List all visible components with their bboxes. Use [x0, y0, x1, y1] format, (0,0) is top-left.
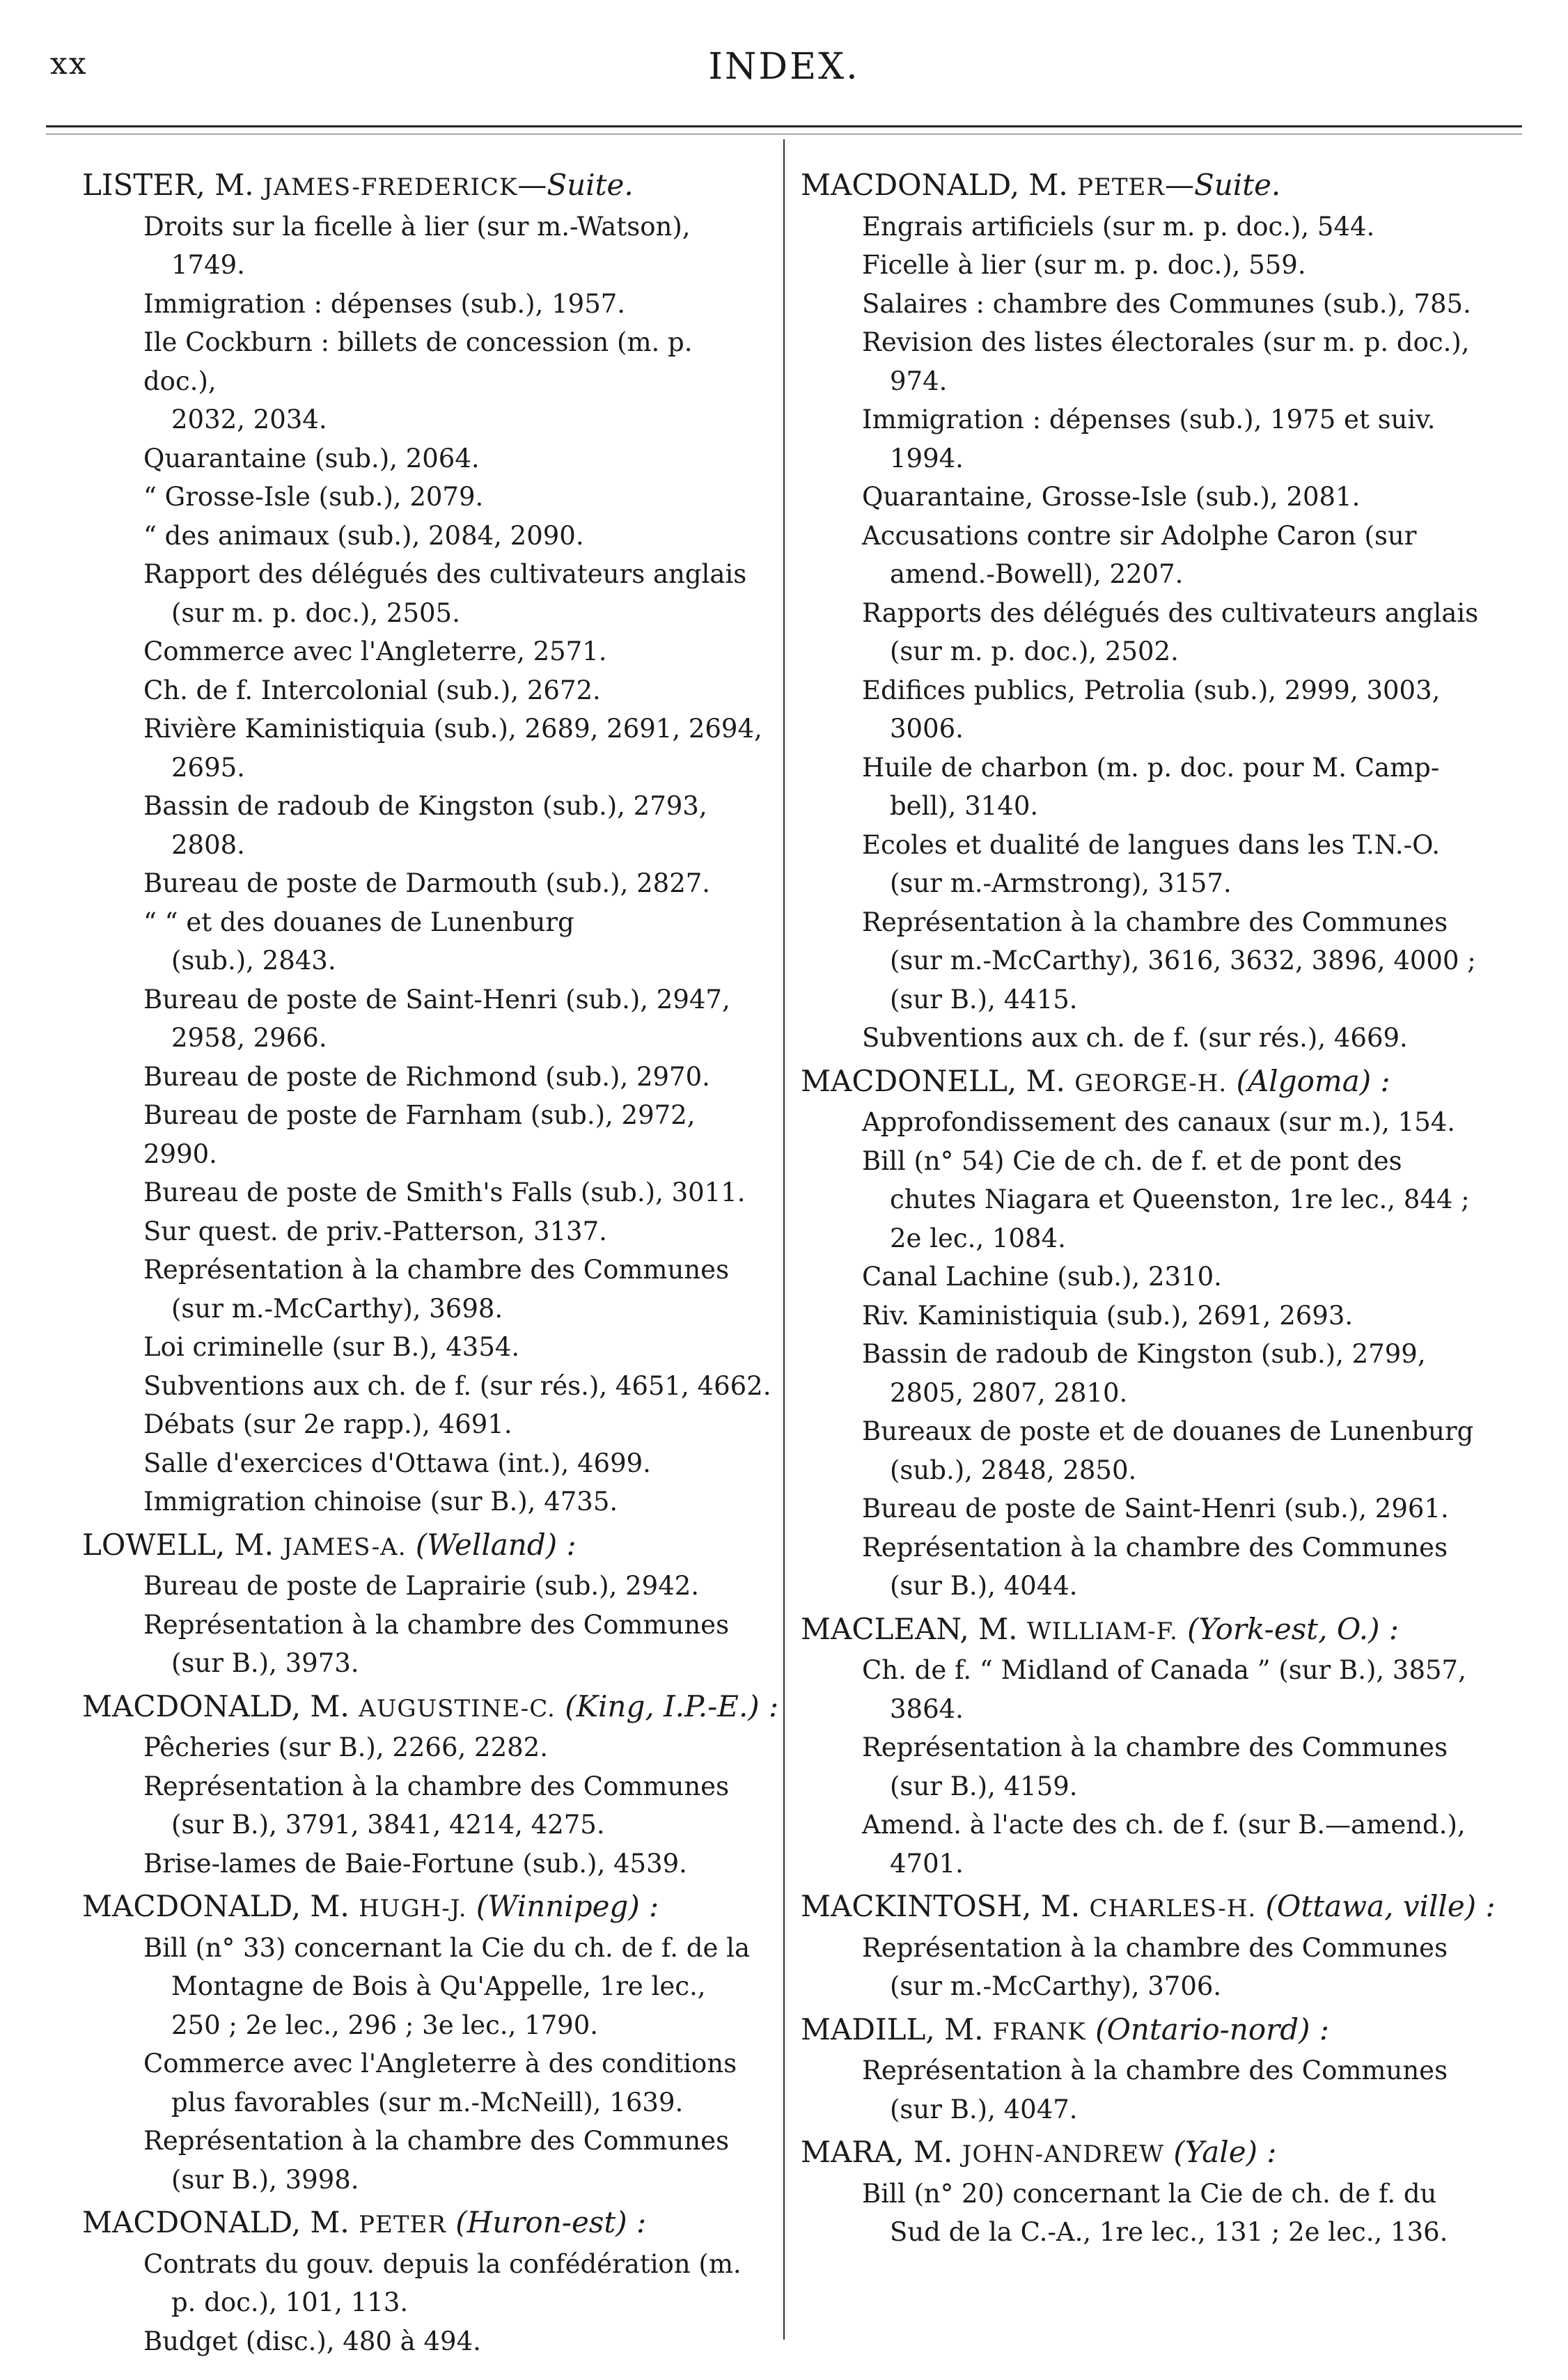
subject-entry — [862, 517, 1525, 594]
index-entry — [801, 166, 1525, 1058]
subject-entry — [862, 671, 1525, 749]
member-given-name: JOHN-ANDREW — [962, 2140, 1165, 2168]
member-surname: MACLEAN, M. — [801, 1611, 1027, 1646]
subject-continuation: (sur m. p. doc.), 2502. — [890, 636, 1179, 666]
subject-continuation: 2805, 2807, 2810. — [890, 1377, 1128, 1408]
subject-line: Salle d'exercices d'Ottawa (int.), 4699. — [143, 1448, 651, 1478]
subject-line: Bill (n° 54) Cie de ch. de f. et de pont des — [862, 1145, 1402, 1176]
subject-entry — [862, 1335, 1525, 1412]
subject-entry — [143, 478, 771, 517]
subject-continuation: (sub.), 2848, 2850. — [890, 1455, 1137, 1485]
right-column — [801, 166, 1525, 2256]
subject-continuation: (sur B.), 3998. — [171, 2164, 359, 2195]
subject-entry — [862, 478, 1525, 517]
subject-continuation: (sub.), 2843. — [171, 946, 336, 976]
member-given-name: JAMES-FREDERICK — [262, 173, 518, 201]
subject-continuation: (sur m.-McCarthy), 3706. — [890, 1971, 1222, 2001]
index-entry — [82, 1887, 771, 2199]
subject-entry — [862, 1412, 1525, 1489]
subject-line: Ch. de f. “ Midland of Canada ” (sur B.), 3857, — [862, 1655, 1466, 1685]
subject-entry — [143, 1096, 771, 1173]
subject-line: “ Grosse-Isle (sub.), 2079. — [143, 482, 484, 512]
index-entry — [801, 1062, 1525, 1606]
member-given-name: AUGUSTINE-C. — [359, 1694, 556, 1723]
subject-line: Représentation à la chambre des Communes — [862, 1932, 1448, 1963]
subject-entry — [143, 1482, 771, 1521]
member-surname: LISTER, M. — [82, 168, 263, 202]
subject-continuation: 1994. — [890, 443, 964, 473]
subject-line: Subventions aux ch. de f. (sur rés.), 4669. — [862, 1023, 1408, 1053]
subject-line: Représentation à la chambre des Communes — [862, 907, 1448, 937]
subject-continuation: 4701. — [890, 1848, 964, 1879]
subject-entry — [143, 1058, 771, 1097]
subject-entry — [143, 1767, 771, 1845]
subject-continuation: (sur B.), 4044. — [890, 1571, 1078, 1601]
subject-line: Engrais artificiels (sur m. p. doc.), 544. — [862, 211, 1375, 242]
subject-entry — [862, 2175, 1525, 2252]
subject-entry — [862, 1929, 1525, 2006]
subject-entry — [143, 1606, 771, 1683]
subject-continuation: (sur m.-McCarthy), 3698. — [171, 1293, 503, 1324]
member-surname: MACDONALD, M. — [801, 168, 1078, 202]
member-surname: MACDONELL, M. — [801, 1063, 1075, 1098]
subject-line: Bureaux de poste et de douanes de Lunenburg — [862, 1416, 1474, 1446]
riding-name: (York-est, O.) : — [1187, 1611, 1400, 1646]
subject-line: Bureau de poste de Laprairie (sub.), 2942. — [143, 1571, 700, 1601]
heading-separator — [1178, 1612, 1187, 1646]
member-surname: LOWELL, M. — [82, 1527, 283, 1562]
member-given-name: PETER — [1077, 173, 1165, 201]
subject-continuation: p. doc.), 101, 113. — [171, 2287, 409, 2317]
riding-name: (Ontario-nord) : — [1095, 2012, 1330, 2046]
heading-separator — [1086, 2012, 1095, 2046]
subject-continuation: bell), 3140. — [890, 791, 1039, 821]
subject-continuation: 974. — [890, 366, 948, 396]
subject-entry — [143, 1212, 771, 1251]
member-surname: MACDONALD, M. — [82, 1689, 359, 1723]
page-title: INDEX. — [708, 46, 860, 88]
entry-heading — [801, 1610, 1525, 1652]
subject-entry — [143, 1405, 771, 1444]
subject-entry — [862, 1651, 1525, 1728]
subject-continuation: 3006. — [890, 714, 964, 744]
riding-name: (Huron-est) : — [455, 2205, 647, 2239]
subject-entry — [862, 246, 1525, 285]
index-entry — [801, 1887, 1525, 2006]
subject-line: Bureau de poste de Darmouth (sub.), 2827. — [143, 868, 711, 898]
entry-heading — [82, 166, 771, 208]
subject-line: Représentation à la chambre des Communes — [862, 1732, 1448, 1762]
subject-entry — [862, 1019, 1525, 1058]
subject-entry — [862, 1258, 1525, 1297]
subject-continuation: amend.-Bowell), 2207. — [890, 559, 1184, 589]
subject-entry — [862, 749, 1525, 826]
subject-entry — [862, 1297, 1525, 1336]
riding-name: (Welland) : — [415, 1527, 577, 1562]
subject-continuation: (sur m. p. doc.), 2505. — [171, 597, 460, 628]
subject-entry — [862, 1142, 1525, 1258]
subject-line: Représentation à la chambre des Communes — [862, 1532, 1448, 1563]
subject-entry — [143, 2122, 771, 2199]
member-given-name: HUGH-J. — [359, 1895, 467, 1923]
subject-entry — [143, 980, 771, 1058]
subject-entry — [143, 285, 771, 324]
subject-line: Riv. Kaministiquia (sub.), 2691, 2693. — [862, 1300, 1354, 1331]
subject-line: Droits sur la ficelle à lier (sur m.-Watson), — [143, 211, 691, 242]
subject-line: Quarantaine, Grosse-Isle (sub.), 2081. — [862, 482, 1361, 512]
subject-line: Représentation à la chambre des Communes — [862, 2056, 1448, 2085]
subject-continuation: 250 ; 2e lec., 296 ; 3e lec., 1790. — [171, 2010, 599, 2040]
subject-continuation: 2032, 2034. — [171, 405, 327, 434]
subject-entry — [143, 2245, 771, 2322]
subject-line: Représentation à la chambre des Communes — [143, 1771, 730, 1801]
subject-entry — [143, 1444, 771, 1483]
subject-entry — [862, 826, 1525, 903]
subject-entry — [862, 1806, 1525, 1883]
riding-name: (Winnipeg) : — [476, 1889, 659, 1923]
heading-separator — [407, 1528, 416, 1562]
subject-entry — [143, 2044, 771, 2122]
subject-entry — [143, 864, 771, 903]
subject-continuation: chutes Niagara et Queenston, 1re lec., 844 ; — [890, 1184, 1470, 1214]
subject-continuation: (sur B.), 4047. — [890, 2094, 1078, 2124]
entry-heading — [801, 1887, 1525, 1929]
subject-line: Revision des listes électorales (sur m. p. doc.), — [862, 327, 1470, 357]
subject-continuation: 1749. — [171, 250, 245, 280]
subject-line: Sur quest. de priv.-Patterson, 3137. — [143, 1216, 607, 1246]
index-entry — [801, 2133, 1525, 2252]
subject-line: Bureau de poste de Richmond (sub.), 2970. — [143, 1061, 710, 1092]
riding-name: Suite. — [547, 168, 634, 202]
subject-continuation: plus favorables (sur m.-McNeill), 1639. — [171, 2087, 684, 2117]
header-rule — [46, 125, 1522, 127]
subject-continuation: 2808. — [171, 829, 245, 860]
subject-continuation: (sur m.-Armstrong), 3157. — [890, 868, 1232, 898]
subject-line: Immigration : dépenses (sub.), 1957. — [143, 288, 626, 319]
subject-continuation: (sur B.), 3791, 3841, 4214, 4275. — [171, 1810, 605, 1840]
subject-line: Débats (sur 2e rapp.), 4691. — [143, 1409, 512, 1439]
member-given-name: FRANK — [992, 2017, 1086, 2046]
subject-continuation: (sur m.-McCarthy), 3616, 3632, 3896, 4000 ; — [890, 946, 1476, 976]
subject-line: Bureau de poste de Farnham (sub.), 2972, 2990. — [143, 1100, 696, 1169]
subject-line: Loi criminelle (sur B.), 4354. — [143, 1332, 520, 1362]
subject-line: Brise-lames de Baie-Fortune (sub.), 4539. — [143, 1848, 687, 1879]
subject-line: Bureau de poste de Saint-Henri (sub.), 2961. — [862, 1494, 1449, 1524]
subject-continuation: 2695. — [171, 752, 245, 783]
subject-continuation: (sur B.), 4159. — [890, 1771, 1078, 1801]
subject-line: Quarantaine (sub.), 2064. — [143, 443, 480, 473]
subject-line: Commerce avec l'Angleterre à des conditions — [143, 2049, 737, 2078]
column-divider — [783, 139, 785, 2340]
subject-line: Ch. de f. Intercolonial (sub.), 2672. — [143, 675, 601, 705]
subject-entry — [143, 323, 771, 439]
index-entry — [801, 1610, 1525, 1884]
index-entry — [82, 1526, 771, 1683]
subject-entry — [143, 1328, 771, 1367]
member-given-name: PETER — [359, 2211, 446, 2239]
subject-entry — [143, 671, 771, 710]
index-entry — [82, 166, 771, 1521]
riding-name: (King, I.P.-E.) : — [565, 1689, 779, 1723]
entry-heading — [82, 2203, 771, 2245]
subject-entry — [862, 285, 1525, 324]
index-entry — [82, 1687, 779, 1884]
subject-line: Représentation à la chambre des Communes — [143, 2126, 730, 2156]
heading-separator — [446, 2205, 455, 2239]
subject-entry — [862, 1103, 1525, 1142]
subject-entry — [862, 400, 1525, 478]
subject-entry — [143, 439, 771, 478]
subject-entry — [862, 1728, 1525, 1806]
subject-entry — [862, 1528, 1525, 1606]
subject-entry — [143, 1251, 771, 1328]
member-surname: MACDONALD, M. — [82, 1889, 359, 1923]
heading-separator — [556, 1689, 565, 1723]
subject-line: Représentation à la chambre des Communes — [143, 1609, 730, 1640]
riding-name: (Yale) : — [1173, 2135, 1277, 2169]
subject-line: Bill (n° 20) concernant la Cie de ch. de f. du — [862, 2178, 1437, 2209]
subject-continuation: 2e lec., 1084. — [890, 1223, 1066, 1253]
entry-heading — [82, 1887, 771, 1929]
subject-continuation: Montagne de Bois à Qu'Appelle, 1re lec., — [171, 1971, 706, 2001]
subject-line: Représentation à la chambre des Communes — [143, 1255, 730, 1285]
riding-name: (Ottawa, ville) : — [1265, 1889, 1496, 1923]
left-column — [82, 166, 779, 2365]
subject-continuation: (sur B.), 4415. — [890, 984, 1078, 1015]
subject-line: Amend. à l'acte des ch. de f. (sur B.—amend.), — [862, 1810, 1466, 1840]
subject-line: Rivière Kaministiquia (sub.), 2689, 2691, 2694, — [143, 714, 762, 744]
subject-entry — [862, 323, 1525, 400]
subject-line: Accusations contre sir Adolphe Caron (sur — [862, 520, 1417, 551]
subject-line: Bassin de radoub de Kingston (sub.), 2799, — [862, 1339, 1426, 1369]
page-number: xx — [50, 46, 88, 81]
heading-separator — [467, 1889, 476, 1923]
heading-separator — [1164, 2135, 1173, 2169]
subject-continuation: 2958, 2966. — [171, 1023, 327, 1053]
subject-entry — [143, 1173, 771, 1212]
subject-entry — [143, 903, 771, 980]
entry-heading — [801, 166, 1525, 208]
subject-line: Bureau de poste de Smith's Falls (sub.), 3011. — [143, 1177, 746, 1207]
subject-line: Rapports des délégués des cultivateurs anglais — [862, 597, 1479, 628]
subject-line: Canal Lachine (sub.), 2310. — [862, 1262, 1222, 1292]
subject-line: Immigration chinoise (sur B.), 4735. — [143, 1487, 618, 1517]
subject-entry — [143, 1367, 771, 1406]
subject-entry — [143, 1929, 771, 2045]
subject-entry — [143, 517, 771, 556]
heading-separator — [1256, 1889, 1265, 1923]
subject-continuation: (sur B.), 3973. — [171, 1648, 359, 1678]
subject-entry — [862, 208, 1525, 246]
subject-entry — [143, 1728, 771, 1767]
member-surname: MADILL, M. — [801, 2012, 993, 2046]
riding-name: Suite. — [1193, 168, 1281, 202]
subject-entry — [143, 1567, 771, 1606]
subject-entry — [862, 2051, 1525, 2129]
subject-line: Subventions aux ch. de f. (sur rés.), 4651, 4662. — [143, 1370, 771, 1401]
entry-heading — [82, 1687, 779, 1729]
member-surname: MARA, M. — [801, 2135, 962, 2169]
index-entry — [801, 2010, 1525, 2129]
member-given-name: JAMES-A. — [283, 1533, 407, 1561]
heading-separator: — — [517, 168, 547, 202]
index-entry — [82, 2203, 771, 2361]
subject-entry — [143, 208, 771, 285]
heading-separator: — — [1164, 168, 1194, 202]
heading-separator — [1227, 1064, 1236, 1098]
entry-heading — [801, 2010, 1525, 2052]
subject-line: Bill (n° 33) concernant la Cie du ch. de f. de la — [143, 1932, 751, 1963]
member-given-name: WILLIAM-F. — [1026, 1617, 1178, 1645]
subject-line: “ “ et des douanes de Lunenburg — [143, 907, 574, 937]
subject-continuation: 3864. — [890, 1693, 964, 1724]
subject-line: Commerce avec l'Angleterre, 2571. — [143, 636, 607, 666]
entry-heading — [82, 1526, 771, 1567]
member-given-name: GEORGE-H. — [1074, 1069, 1228, 1097]
subject-line: Ficelle à lier (sur m. p. doc.), 559. — [862, 250, 1306, 280]
subject-line: Budget (disc.), 480 à 494. — [143, 2326, 481, 2356]
riding-name: (Algoma) : — [1236, 1063, 1390, 1098]
subject-line: Ecoles et dualité de langues dans les T.N.-O. — [862, 829, 1441, 860]
subject-line: Immigration : dépenses (sub.), 1975 et suiv. — [862, 405, 1436, 434]
member-surname: MACDONALD, M. — [82, 2205, 359, 2239]
subject-line: Salaires : chambre des Communes (sub.), 785. — [862, 288, 1471, 319]
subject-line: Contrats du gouv. depuis la confédération (m. — [143, 2248, 742, 2279]
subject-entry — [143, 632, 771, 671]
subject-entry — [143, 2322, 771, 2361]
subject-entry — [862, 903, 1525, 1019]
subject-line: Pêcheries (sur B.), 2266, 2282. — [143, 1732, 548, 1762]
member-given-name: CHARLES-H. — [1089, 1895, 1257, 1923]
subject-line: Bureau de poste de Saint-Henri (sub.), 2947, — [143, 984, 730, 1015]
subject-line: Edifices publics, Petrolia (sub.), 2999, 3003, — [862, 675, 1441, 705]
subject-entry — [143, 1845, 771, 1884]
subject-line: Huile de charbon (m. p. doc. pour M. Camp- — [862, 752, 1440, 783]
subject-continuation: Sud de la C.-A., 1re lec., 131 ; 2e lec., 136. — [890, 2217, 1448, 2247]
subject-entry — [143, 710, 771, 787]
member-surname: MACKINTOSH, M. — [801, 1889, 1090, 1923]
subject-entry — [862, 594, 1525, 671]
subject-entry — [143, 787, 771, 864]
entry-heading — [801, 2133, 1525, 2175]
subject-line: Bassin de radoub de Kingston (sub.), 2793, — [143, 791, 707, 821]
subject-line: Approfondissement des canaux (sur m.), 154. — [862, 1107, 1456, 1137]
entry-heading — [801, 1062, 1525, 1104]
subject-line: “ des animaux (sub.), 2084, 2090. — [143, 520, 584, 551]
subject-entry — [143, 555, 771, 632]
subject-line: Ile Cockburn : billets de concession (m. p. doc.), — [143, 327, 693, 396]
subject-line: Rapport des délégués des cultivateurs anglais — [143, 559, 747, 589]
subject-entry — [862, 1489, 1525, 1528]
